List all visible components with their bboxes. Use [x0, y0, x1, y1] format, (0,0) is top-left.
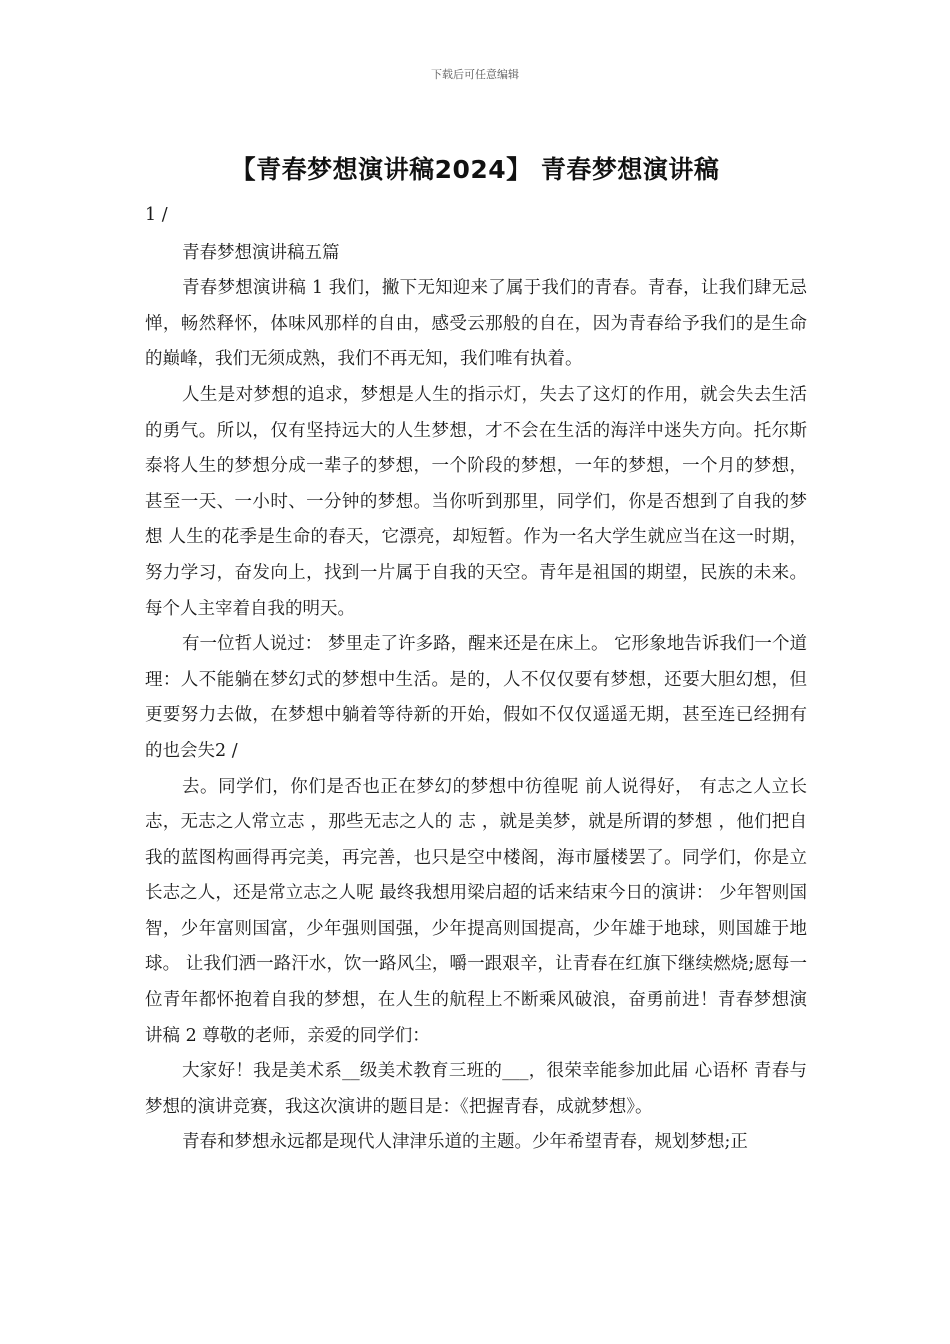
paragraph: 青春梦想演讲稿 1 我们，撇下无知迎来了属于我们的青春。青春，让我们肆无忌惮，畅然释怀，体味风那样的自由，感受云那般的自在，因为青春给予我们的是生命的巅峰，我们无须成熟，我们不再无知，我们唯有执着。 — [145, 278, 807, 370]
paragraph: 有一位哲人说过： 梦里走了许多路，醒来还是在床上。 它形象地告诉我们一个道理：人不能躺在梦幻式的梦想中生活。是的，人不仅仅要有梦想，还要大胆幻想，但更要努力去做，在梦想中躺着等待新的开始，假如不仅仅遥遥无期，甚至连已经拥有的也会失2 / — [145, 634, 807, 761]
page-marker: 1 / — [145, 205, 168, 225]
paragraph: 去。同学们，你们是否也正在梦幻的梦想中彷徨呢 前人说得好， 有志之人立长志，无志之人常立志 ，那些无志之人的 志 ，就是美梦，就是所谓的梦想 ，他们把自我的蓝图构画得再完美，再完善，也只是空中楼阁，海市蜃楼罢了。同学们，你是立长志之人，还是常立志之人呢 最终我想用梁启超的话来结束今日的演讲： 少年智则国智，少年富则国富，少年强则国强，少年提高则国提高，少年雄于地球，则国雄于地球。 让我们洒一路汗水，饮一路风尘，嚼一跟艰辛，让青春在红旗下继续燃烧;愿每一位青年都怀抱着自我的梦想，在人生的航程上不断乘风破浪，奋勇前进！青春梦想演讲稿 2 尊敬的老师，亲爱的同学们： — [145, 776, 807, 1046]
paragraph-subtitle: 青春梦想演讲稿五篇 — [182, 242, 340, 263]
paragraph: 青春和梦想永远都是现代人津津乐道的主题。少年希望青春，规划梦想;正 — [182, 1132, 748, 1153]
header-note: 下载后可任意编辑 — [431, 68, 519, 81]
document-title: 【青春梦想演讲稿2024】 青春梦想演讲稿 — [230, 155, 720, 184]
paragraph: 人生是对梦想的追求，梦想是人生的指示灯，失去了这灯的作用，就会失去生活的勇气。所以，仅有坚持远大的人生梦想，才不会在生活的海洋中迷失方向。托尔斯泰将人生的梦想分成一辈子的梦想，一个阶段的梦想，一年的梦想，一个月的梦想，甚至一天、一小时、一分钟的梦想。当你听到那里，同学们，你是否想到了自我的梦想 人生的花季是生命的春天，它漂亮，却短暂。作为一名大学生就应当在这一时期，努力学习，奋发向上，找到一片属于自我的天空。青年是祖国的期望，民族的未来。每个人主宰着自我的明天。 — [145, 384, 807, 619]
document-body — [145, 198, 807, 1161]
paragraph: 大家好！我是美术系__级美术教育三班的___，很荣幸能参加此届 心语杯 青春与梦想的演讲竞赛，我这次演讲的题目是：《把握青春，成就梦想》。 — [145, 1061, 807, 1117]
